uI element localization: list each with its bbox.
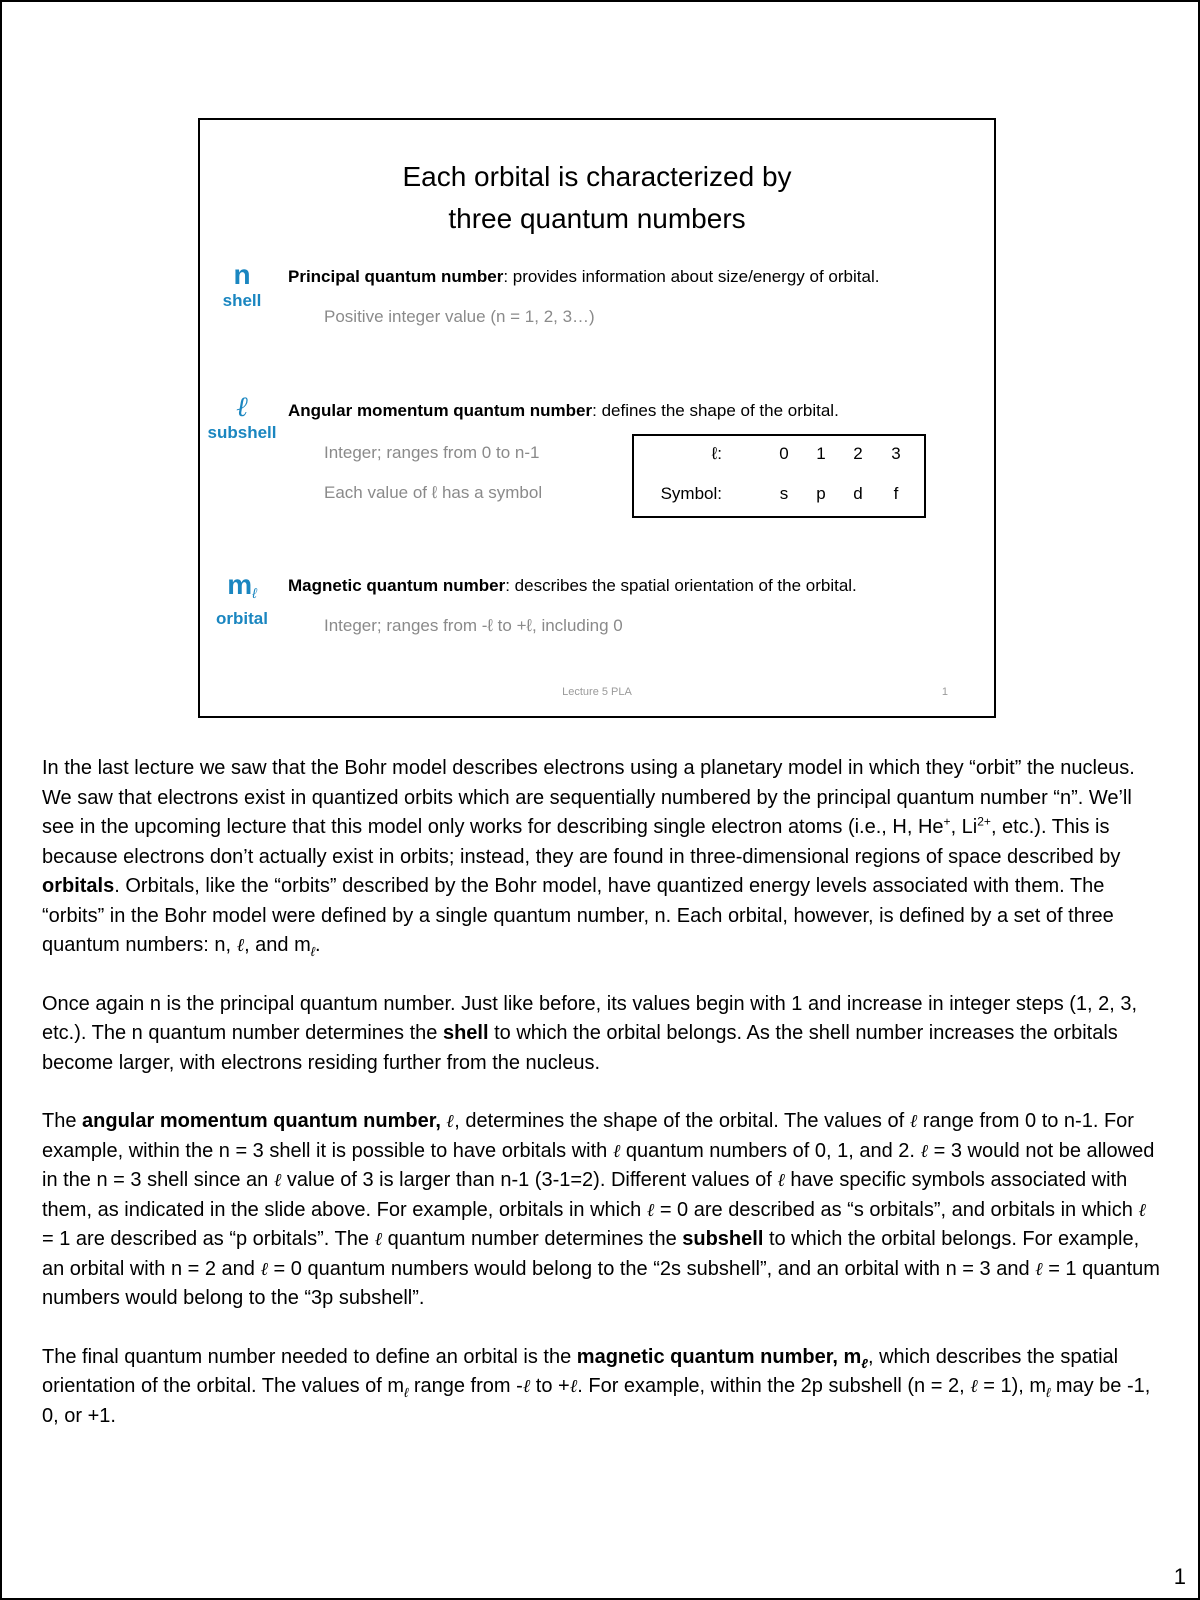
ml-definition xyxy=(288,575,857,597)
ml-note: Integer; ranges from -ℓ to +ℓ, including 0 xyxy=(324,616,623,635)
n-definition xyxy=(288,266,879,288)
l-name: Angular momentum quantum number xyxy=(288,401,593,420)
ml-desc: : describes the spatial orientation of the orbital. xyxy=(505,576,857,595)
slide-title xyxy=(200,156,994,240)
symbol-cell: s xyxy=(779,484,789,503)
slide-title-line1: Each orbital is characterized by xyxy=(402,161,792,192)
n-symbol: n xyxy=(233,259,251,290)
slide-footer: Lecture 5 PLA xyxy=(562,686,632,698)
l-note-symbol: Each value of ℓ has a symbol xyxy=(324,483,543,502)
n-name: Principal quantum number xyxy=(288,267,504,286)
ml-symbol-letter: m xyxy=(227,569,253,600)
symbol-label: Symbol: xyxy=(660,484,722,503)
l-definition xyxy=(288,400,839,422)
l-value-cell: 3 xyxy=(891,444,901,463)
symbol-cell: f xyxy=(893,484,899,503)
l-value-cell: 0 xyxy=(779,444,789,463)
l-note-range: Integer; ranges from 0 to n-1 xyxy=(324,443,540,462)
l-desc: : defines the shape of the orbital. xyxy=(592,401,839,420)
l-symbol: ℓ xyxy=(236,390,248,423)
n-note: Positive integer value (n = 1, 2, 3…) xyxy=(324,307,595,326)
ml-symbol xyxy=(194,570,290,608)
l-word: subshell xyxy=(207,423,277,442)
notes-paragraph-4: The final quantum number needed to define an orbital is the magnetic quantum number, $m_\ell$, which describes the spatial orientation of the orbital. The values of $m_\ell$ range from -ℓ to +ℓ. For example, within the 2p subshell (n = 2, ℓ = 1), $m_\ell$ may be -1, 0, or +1. xyxy=(42,1345,1151,1427)
ml-name: Magnetic quantum number xyxy=(288,576,506,595)
notes-paragraph-1: In the last lecture we saw that the Bohr model describes electrons using a planetary model in which they “orbit” the nucleus. We saw that electrons exist in quantized orbits which are sequentially numbered by the principal quantum number “n”. We’ll see in the upcoming lecture that this model only works for describing single electron atoms (i.e., H, He+, $Li^{2+}$, etc.). This is because electrons don’t actually exist in orbits; instead, they are found in three-dimensional regions of space described by orbitals. Orbitals, like the “orbits” described by the Bohr model, have quantized energy levels associated with them. The “orbits” in the Bohr model were defined by a single quantum number, n. Each orbital, however, is defined by a set of three quantum numbers: n, ℓ, and $m_\ell$. xyxy=(42,757,1135,959)
symbol-cell: d xyxy=(853,484,863,503)
l-symbol-row xyxy=(634,484,924,506)
n-word: shell xyxy=(222,291,262,310)
l-value-row xyxy=(634,444,924,466)
lecture-slide xyxy=(198,118,996,718)
lecture-notes xyxy=(42,754,1162,1460)
page-number: 1 xyxy=(1173,1564,1186,1589)
notes-paragraph-2: Once again n is the principal quantum number. Just like before, its values begin with 1 and increase in integer steps (1, 2, 3, etc.). The n quantum number determines the shell to which the orbital belongs. As the shell number increases the orbitals become larger, with electrons residing further from the nucleus. xyxy=(42,992,1138,1074)
ml-symbol-block xyxy=(194,570,290,630)
slide-number: 1 xyxy=(941,686,948,698)
l-symbol-table xyxy=(632,434,926,518)
notes-paragraph-3: The angular momentum quantum number, ℓ, determines the shape of the orbital. The values of ℓ range from 0 to n-1. For example, within the n = 3 shell it is possible to have orbitals with ℓ quantum numbers of 0, 1, and 2. ℓ = 3 would not be allowed in the n = 3 shell since an ℓ value of 3 is larger than n-1 (3-1=2). Different values of ℓ have specific symbols associated with them, as indicated in the slide above. For example, orbitals in which ℓ = 0 are described as “s orbitals”, and orbitals in which ℓ = 1 are described as “p orbitals”. The ℓ quantum number determines the subshell to which the orbital belongs. For example, an orbital with n = 2 and ℓ = 0 quantum numbers would belong to the “2s subshell”, and an orbital with n = 3 and ℓ = 1 quantum numbers would belong to the “3p subshell”. xyxy=(42,1110,1160,1309)
slide-title-line2: three quantum numbers xyxy=(448,203,746,234)
l-value-label: ℓ: xyxy=(711,444,722,463)
symbol-cell: p xyxy=(816,484,826,503)
ml-symbol-subscript: ℓ xyxy=(252,585,257,601)
l-value-cell: 1 xyxy=(816,444,826,463)
ml-word: orbital xyxy=(216,609,268,628)
l-value-cell: 2 xyxy=(853,444,863,463)
n-desc: : provides information about size/energy of orbital. xyxy=(503,267,880,286)
l-symbol-block xyxy=(194,392,290,444)
n-symbol-block xyxy=(194,260,290,312)
